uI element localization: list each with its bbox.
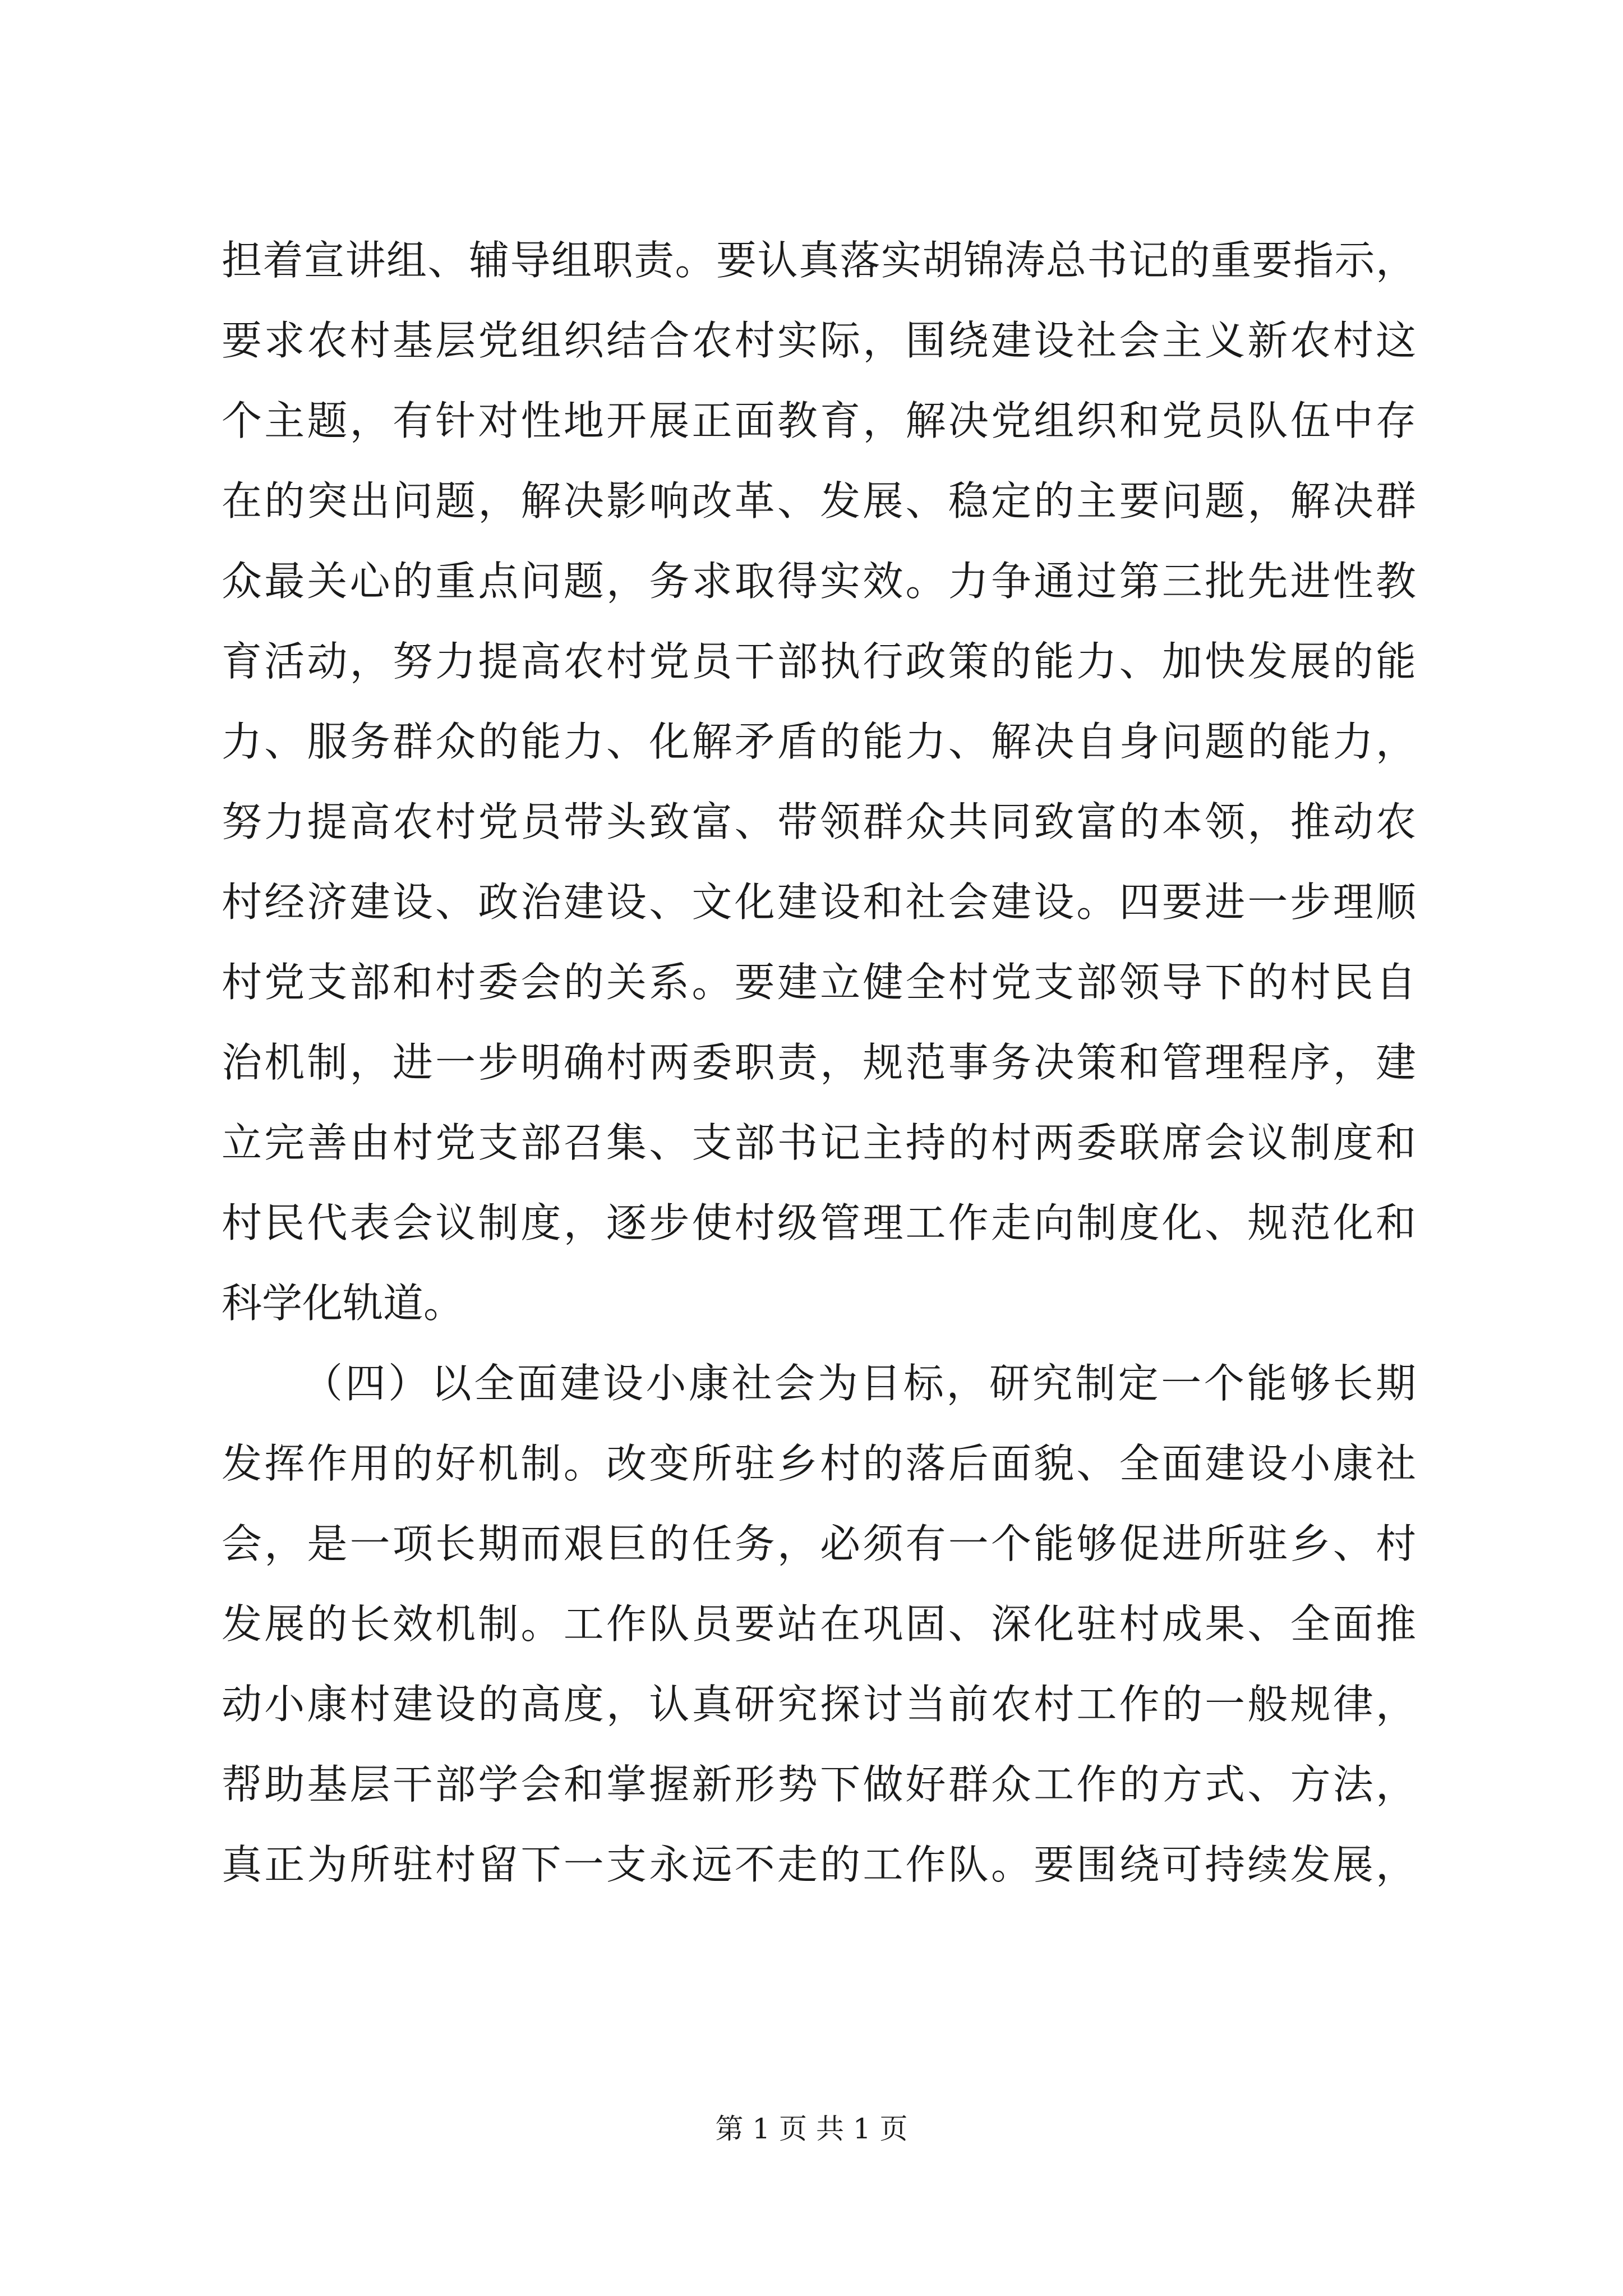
text-line: 村党支部和村委会的关系。要建立健全村党支部领导下的村民自 bbox=[222, 959, 1416, 1006]
text-line: 真正为所驻村留下一支永远不走的工作队。要围绕可持续发展， bbox=[222, 1841, 1416, 1888]
text-line: （四）以全面建设小康社会为目标，研究制定一个能够长期 bbox=[302, 1360, 1416, 1407]
text-line: 动小康村建设的高度，认真研究探讨当前农村工作的一般规律， bbox=[222, 1681, 1416, 1728]
text-line: 担着宣讲组、辅导组职责。要认真落实胡锦涛总书记的重要指示， bbox=[222, 237, 1416, 284]
text-line: 会，是一项长期而艰巨的任务，必须有一个能够促进所驻乡、村 bbox=[222, 1520, 1416, 1567]
text-line: 力、服务群众的能力、化解矛盾的能力、解决自身问题的能力， bbox=[222, 718, 1416, 765]
page-number: 第 1 页 共 1 页 bbox=[715, 2113, 908, 2145]
text-line: 在的突出问题，解决影响改革、发展、稳定的主要问题，解决群 bbox=[222, 477, 1416, 524]
text-line: 科学化轨道。 bbox=[222, 1280, 464, 1327]
text-line: 治机制，进一步明确村两委职责，规范事务决策和管理程序，建 bbox=[222, 1039, 1416, 1086]
text-line: 帮助基层干部学会和掌握新形势下做好群众工作的方式、方法， bbox=[222, 1761, 1416, 1808]
text-line: 发挥作用的好机制。改变所驻乡村的落后面貌、全面建设小康社 bbox=[222, 1440, 1416, 1487]
text-line: 个主题，有针对性地开展正面教育，解决党组织和党员队伍中存 bbox=[222, 397, 1416, 444]
text-line: 育活动，努力提高农村党员干部执行政策的能力、加快发展的能 bbox=[222, 638, 1416, 685]
text-line: 立完善由村党支部召集、支部书记主持的村两委联席会议制度和 bbox=[222, 1119, 1416, 1166]
text-line: 努力提高农村党员带头致富、带领群众共同致富的本领，推动农 bbox=[222, 798, 1416, 845]
text-line: 要求农村基层党组织结合农村实际，围绕建设社会主义新农村这 bbox=[222, 317, 1416, 364]
text-line: 村经济建设、政治建设、文化建设和社会建设。四要进一步理顺 bbox=[222, 878, 1416, 926]
text-line: 村民代表会议制度，逐步使村级管理工作走向制度化、规范化和 bbox=[222, 1199, 1416, 1246]
text-line: 发展的长效机制。工作队员要站在巩固、深化驻村成果、全面推 bbox=[222, 1600, 1416, 1648]
text-line: 众最关心的重点问题，务求取得实效。力争通过第三批先进性教 bbox=[222, 558, 1416, 605]
page-footer bbox=[0, 2109, 1623, 2148]
document-body bbox=[222, 220, 1416, 1905]
